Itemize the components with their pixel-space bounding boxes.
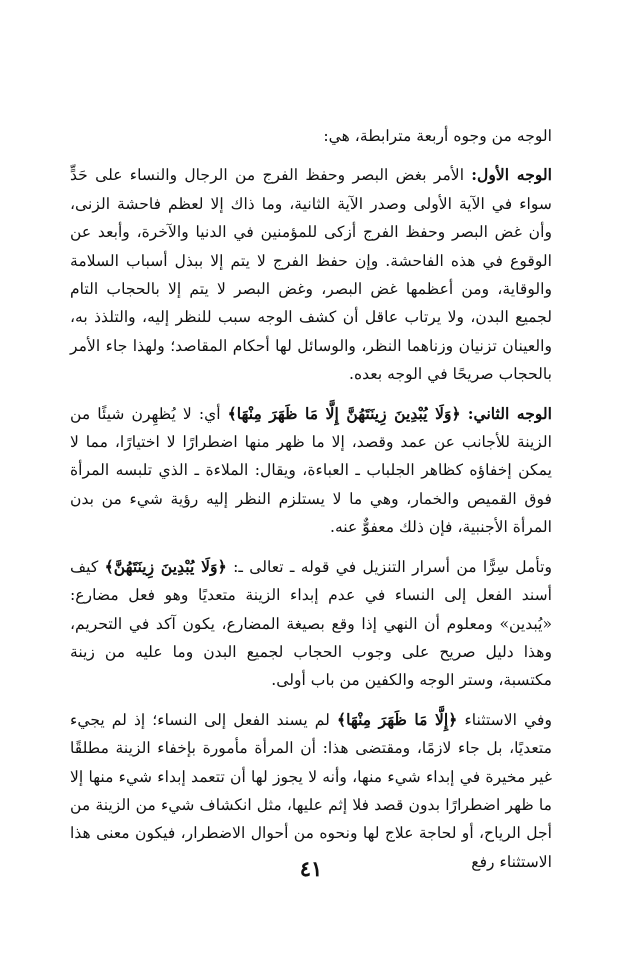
quran-verse-quote: ﴿إِلَّا مَا ظَهَرَ مِنْهَا﴾ [337, 709, 458, 729]
page-body [70, 122, 552, 876]
reflection-text: كيف أسند الفعل إلى النساء في عدم إبداء الزينة متعديًا وهو فعل مضارع: «يُبدين» ومعلوم أن النهي إذا وقع بصيغة المضارع، يكون آكد في التحريم، وهذا دليل صريح على وجوب الحجاب لجميع البدن وما عليه من زينة مكتسبة، وستر الوجه والكفين من باب أولى. [70, 557, 552, 690]
reflection-lead: وتأمل سِرًّا من أسرار التنزيل في قوله ـ تعالى ـ: [233, 557, 552, 576]
exception-text: لم يسند الفعل إلى النساء؛ إذ لم يجيء متعديًا، بل جاء لازمًا، ومقتضى هذا: أن المرأة مأمورة بإخفاء الزينة مطلقًا غير مخيرة في إبداء شيء منها، وأنه لا يجوز لها أن تتعمد إبداء شيء منها إلا ما ظهر اضطرارًا بدون قصد فلا إثم عليها، مثل انكشاف شيء من الزينة من أجل الرياح، أو لحاجة علاج لها ونحوه من أحوال الاضطرار، فيكون معنى هذا الاستثناء رفع [70, 710, 552, 871]
paragraph-first-aspect [70, 161, 552, 388]
paragraph-reflection [70, 553, 552, 695]
second-aspect-text: أي: لا يُظهِرن شيئًا من الزينة للأجانب عن عمد وقصد، إلا ما ظهر منها اضطرارًا لا اختيارًا، مما لا يمكن إخفاؤه كظاهر الجلباب ـ العباءة، ويقال: الملاءة ـ الذي تلبسه المرأة فوق القميص والخمار، وهي ما لا يستلزم النظر إليه رؤية شيء من بدن المرأة الأجنبية، فإن ذلك معفوٌّ عنه. [70, 404, 552, 537]
exception-lead: وفي الاستثناء [464, 710, 552, 729]
quran-verse-quote: ﴿وَلَا يُبْدِينَ زِينَتَهُنَّ إِلَّا مَا ظَهَرَ مِنْهَا﴾ [227, 403, 461, 423]
paragraph-second-aspect [70, 400, 552, 542]
quran-verse-quote: ﴿وَلَا يُبْدِينَ زِينَتَهُنَّ﴾ [104, 556, 227, 576]
first-aspect-heading: الوجه الأول: [471, 165, 552, 185]
first-aspect-text: الأمر بغض البصر وحفظ الفرج من الرجال والنساء على حَدٍّ سواء في الآية الأولى وصدر الآية الثانية، وما ذاك إلا لعظم فاحشة الزنى، وأن غض البصر وحفظ الفرج أزكى للمؤمنين في الدنيا والآخرة، وأبعد عن الوقوع في هذه الفاحشة. وإن حفظ الفرج لا يتم إلا ببذل أسباب السلامة والوقاية، ومن أعظمها غض البصر، وغض البصر لا يتم إلا بالحجاب التام لجميع البدن، ولا يرتاب عاقل أن كشف الوجه سبب للنظر إليه، والتلذذ به، والعينان تزنيان وزناهما النظر، والوسائل لها أحكام المقاصد؛ ولهذا جاء الأمر بالحجاب صريحًا في الوجه بعده. [70, 166, 552, 384]
page-number: ٤١ [299, 856, 323, 881]
intro-line: الوجه من وجوه أربعة مترابطة، هي: [323, 127, 552, 145]
second-aspect-heading: الوجه الثاني: [467, 403, 552, 423]
paragraph-exception [70, 706, 552, 876]
